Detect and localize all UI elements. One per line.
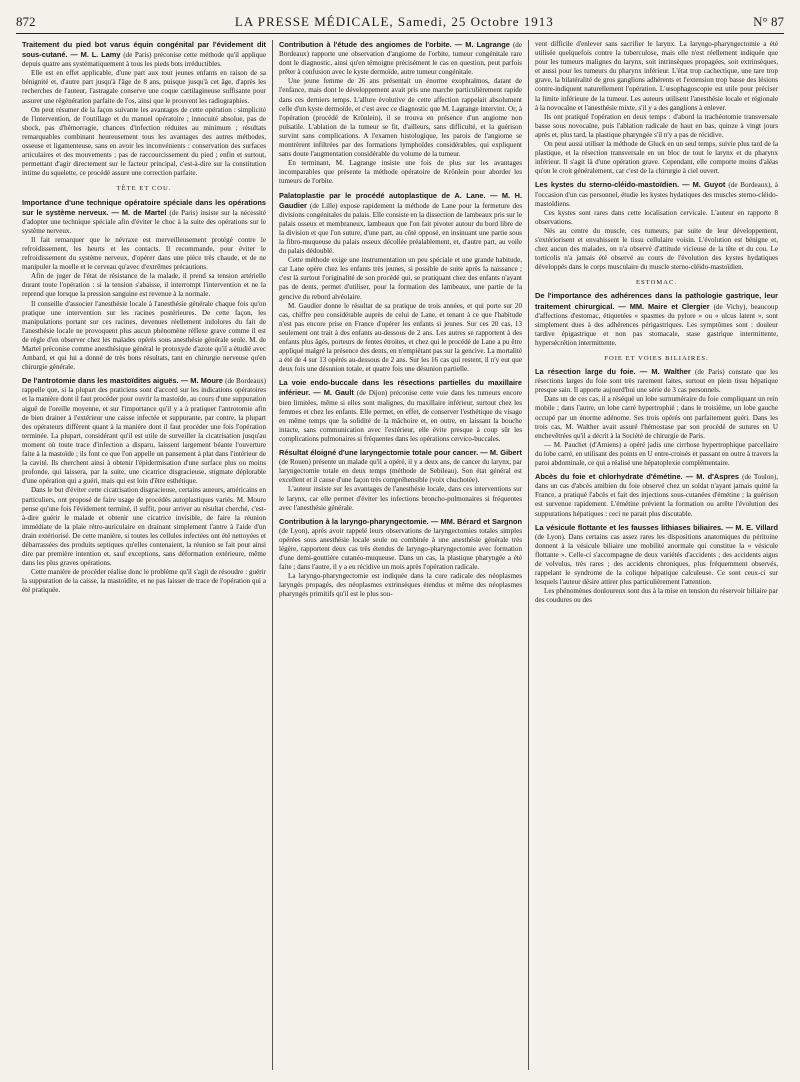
article-title: Abcès du foie et chlorhydrate d'émétine. — M. d'Aspres xyxy=(535,472,743,482)
issue-number: N° 87 xyxy=(753,14,784,29)
article-lead xyxy=(535,180,778,208)
article-paragraph: Les phénomènes douloureux sont dus à la mise en tension du réservoir biliaire par des coudures ou des xyxy=(535,587,778,605)
article-paragraph: On peut résumer de la façon suivante les avantages de cette opération : simplicité de l'intervention, de l'outillage et du manuel opératoire ; innocuité absolue, pas de shock, pas d'hémorragie, chances d'infection réduites au minimum ; résultats remarquables combinant heureusement tous les avantages des autres méthodes, osseuse et ligamenteuse, sans en avoir les inconvénients : conservation des surfaces articulaires et des mouvements ; pas de raccourcissement du pied ; enfin et surtout, permettant d'agir directement sur le facteur principal, c'est-à-dire sur la constitution intime du squelette, ce procédé assure une correction parfaite. xyxy=(22,105,266,178)
article-title: De l'antrotomie dans les mastoïdites aiguës. — M. Moure xyxy=(22,376,226,386)
article xyxy=(279,517,522,600)
article-title: Les kystes du sterno-cléido-mastoïdien. — M. Guyot xyxy=(535,180,729,190)
article-title: Importance d'une technique opératoire spéciale dans les opérations sur le système nerveux. — M. de Martel xyxy=(22,197,266,217)
article-title: Palatoplastie par le procédé autoplastique de A. Lane. — M. H. Gaudier xyxy=(279,190,522,210)
article xyxy=(535,472,778,518)
article-text: (de Toulon), dans un cas d'abcès amibien du foie observé chez un soldat n'ayant jamais quitté la France, a pratiqué l'abcès et fait des injections sous-cutanées d'émétine ; la guérison est survenue rapidement. L'émétine prévient la formation ou arrête l'évolution des suppurations hépatiques : ceci ne parait plus discutable. xyxy=(535,473,778,518)
article-lead xyxy=(279,40,522,77)
article-text: (de Bordeaux) rapporte une observation d'angiome de l'orbite, tumeur congénitale rare dont le diagnostic, ainsi qu'en témoigne précisément le cas en question, peut parfois prêter à confusion avec le kyste dermoïde, autre tumeur congénitale. xyxy=(279,41,522,77)
article-title: La vésicule flottante et les fausses lithiases biliaires. — M. E. Villard xyxy=(535,522,778,532)
article-lead xyxy=(535,291,778,348)
article-lead xyxy=(22,40,266,69)
article-lead xyxy=(279,517,522,573)
article xyxy=(535,291,778,348)
article xyxy=(279,448,522,513)
article-paragraph: Il conseille d'associer l'anesthésie locale à l'anesthésie générale chaque fois qu'on pratique une intervention sur les racines postérieures. De cette façon, les manipulations portant sur ces racines, devenues réellement indolores du fait de l'anesthésie locale ne provoquent plus aucun phénomène réflexe grave comme il est de règle d'en observer chez les malades opérés sous anesthésie générale seule. M. de Martel préconise comme anesthésique général le protoxyde d'azote qu'il a étudié avec Ambard, et qui lui a donné de très bons résultats, tant en chirurgie nerveuse qu'en chirurgie générale. xyxy=(22,299,266,372)
article-text: (de Rouen) présente un malade qu'il a opéré, il y a deux ans, de cancer du larynx, par laryngectomie totale en deux temps (méthode de Sebileau). Son état général est excellent et il cause d'une façon très compréhensible (voix chuchotée). xyxy=(279,458,522,485)
article xyxy=(22,198,266,373)
article-title: Traitement du pied bot varus équin congénital par l'évidement dit sous-cutané. — M. L. Lamy xyxy=(22,40,266,60)
article xyxy=(535,523,778,606)
page-number: 872 xyxy=(16,14,36,29)
article-lead xyxy=(279,378,522,444)
article-text: (de Vichy), beaucoup d'affections d'estomac, étiquetées « spasmes du pylore » ou « ulcus latent », sont simplement dues à des adhérences périgastriques. Les symptômes sont : douleur tardive épigastrique et non pas stomacale, stase gastrique intermittente, hypersécrétion intermittente. xyxy=(535,302,778,347)
article-paragraph: Dans le but d'éviter cette cicatrisation disgracieuse, certains auteurs, américains en particuliers, ont proposé de faire usage de procédés autoplastiques variés. M. Moure pense qu'une fois l'évidement terminé, il suffit, pour arriver au résultat cherché, c'est-à-dire guérir le malade et obtenir une cicatrice invisible, de faire la réunion immédiate de la plaie rétro-auriculaire en drainant simplement l'antre à l'aide d'un drain extériorisé. De cette manière, si toutes les cellules infectées ont été nettoyées et débarrassées des produits septiques qu'elles contenaient, la réunion se fait pour ainsi dire par première intention et, sauf exceptions, sans déformation extérieure, même dans les plus graves opérations. xyxy=(22,486,266,568)
article-text: (de Lille) expose rapidement la méthode de Lane pour la fermeture des divisions congénitales du palais. Elle consiste en la dissection de lambeaux pris sur le palais osseux et membraneux, lambeaux que l'on fait pivoter autour du bord libre de la division et que l'on suture, d'une part, au côté opposé, en insinuant une partie sous la fibro-muqueuse du palais osseux décollée préalablement, et, d'autre part, au voile du palais dédoublé. xyxy=(279,201,523,256)
article xyxy=(279,40,522,187)
page-header xyxy=(16,14,784,34)
article-text: (de Lyon). Dans certains cas assez rares les dispositions anatomiques du péritoine donnent à la vésicule biliaire une mobilité anormale qui constitue la « vésicule flottante ». Celle-ci s'accompagne de deux variétés d'accidents ; des accidents aigus de volvulus, très rares ; des accidents chroniques, plus fréquemment observés, rappelant le syndrome de la colique hépatique calculeuse. Ce sont ceux-ci sur lesquels l'auteur désire attirer plus particulièrement l'attention. xyxy=(535,532,778,587)
article-paragraph: Ces kystes sont rares dans cette localisation cervicale. L'auteur en rapporte 8 observations. xyxy=(535,208,778,226)
article-text: (de Bordeaux) rappelle que, si la plupart des praticiens sont d'accord sur les indications opératoires et la manière dont il faut procéder pour ouvrir la mastoïde, au cours d'une suppuration aiguë de l'oreille moyenne, et sur l'importance qu'il y a à pratiquer l'antrotomie afin de bien drainer à l'extérieur une caisse infectée et suppurante, par contre, la plupart des opérateurs diffèrent quant à la manière dont il faut procéder une fois l'opération terminée. La plupart, considérant qu'il est utile de surveiller la cicatrisation jusqu'au moment où toute trace d'infection a disparu, laissent largement béante l'ouverture faite à la mastoïde ; ils font ce que l'on appelle un pansement à plat dans l'intérieur de la cavité. Ils cherchent ainsi à obtenir l'épidermisation d'une surface plus ou moins profonde, qui laissera, par la suite, une cicatrice disgracieuse, stigmate déplorable d'une opération qui a guéri, mais qui est loin d'être esthétique. xyxy=(22,377,266,486)
article-paragraph: Ils ont pratiqué l'opération en deux temps : d'abord la trachéotomie transversale basse sous novocaïne, puis l'ablation radicale de haut en bas, quinze à vingt jours après et, plus tard, la plastique pharyngée s'il n'y a pas de récidive. xyxy=(535,112,778,139)
article-title: La résection large du foie. — M. Walther xyxy=(535,367,696,377)
article-paragraph: Elle est en effet applicable, d'une part aux tout jeunes enfants en raison de sa bénignité et, d'autre part jusqu'à l'âge de 8 ans, puisque jusqu'à cet âge, d'après les recherches de l'auteur, l'astragale conserve une coque cartilagineuse suffisante pour assurer une régénération parfaite de l'os, ainsi que le prouvent les radiographies. xyxy=(22,69,266,105)
article-paragraph: On peut aussi utiliser la méthode de Gluck en un seul temps, suivie plus tard de la plastique, et la résection transversale en un bloc de tout le larynx et du pharynx inférieur. Il s'agit là d'une opération grave. Cependant, elle comporte moins d'aléas qu'on le croit généralement, car c'est de la chirurgie à ciel ouvert. xyxy=(535,140,778,176)
article-paragraph: Dans un de ces cas, il a réséqué un lobe surnuméraire du foie compliquant un rein mobile ; dans l'autre, un lobe carré hypertrophié ; dans le troisième, un lobe gauche occupé par un énorme adénome. Ses trois opérés ont parfaitement guéri. Dans les trois cas, M. Walther avait assuré l'hémostase par son procédé de sutures en U enchevêtrées qu'il a décrit à la Société de chirurgie de Paris. xyxy=(535,395,778,440)
article-paragraph: Cette méthode exige une instrumentation un peu spéciale et une grande habitude, car Lane opère chez les enfants très jeunes, si possible de suite après la naissance ; c'est là surtout l'originalité de son procédé qui, se pratiquant chez des enfants n'ayant pas de dents, permet d'utiliser, pour la formation des lambeaux, une partie de la gencive du rebord alvéolaire. xyxy=(279,256,522,301)
article-text: (de Lyon), après avoir rappelé leurs observations de laryngectomies totales simples opérées sous anesthésie locale seule ou combinée à une anesthésie générale très légère, rapportent deux cas très étendus de laryngo-pharyngectomie avec formation d'une demi-gouttière cutanéo-muqueuse. Dans un cas, la plastique pharyngée a été faite ; dans l'autre, il y a eu récidive un mois après l'opération radicale. xyxy=(279,526,522,572)
article-paragraph: L'auteur insiste sur les avantages de l'anesthésie locale, dans ces interventions sur le larynx, car elle permet d'éviter les infections broncho-pulmonaires si fréquentes avec l'anesthésie générale. xyxy=(279,485,522,512)
publication-title: LA PRESSE MÉDICALE, Samedi, 25 Octobre 1913 xyxy=(234,14,554,29)
article-paragraph: Nés au centre du muscle, ces tumeurs, par suite de leur développement, s'extériorisent et envahissent le tissu cellulaire voisin. L'évolution est bénigne et, chez aucun des malades, on n'a observé d'attitude vicieuse de la tête et du cou. Le torticolis n'a jamais été observé au cours de l'évolution des kystes hydatiques développés dans le corps musculaire du muscle sterno-cléido-mastoïdien. xyxy=(535,226,778,272)
article xyxy=(535,180,778,272)
article-lead xyxy=(22,376,266,486)
article xyxy=(279,378,522,444)
article-paragraph: Une jeune femme de 26 ans présentait un énorme exophtalmos, datant de l'enfance, mais dont le développement avait pris une marche particulièrement rapide dans ces derniers temps. L'allure évolutive de cette affection rappelait absolument celle d'un kyste dermoïde, et c'est avec ce diagnostic que M. Lagrange intervint. Or, à l'opération (procédé de Krönlein), il se trouva en présence d'un angiome non pulsatile. L'ablation de la tumeur se fit, d'ailleurs, sans difficulté, et la guérison survint sans complications. A l'examen histologique, les parois de l'angiome se montrèrent infiltrées par des formations lymphoïdes considérables, qui expliquent sans doute l'augmentation considérable du volume de la tumeur. xyxy=(279,77,522,159)
article-paragraph: La laryngo-pharyngectomie est indiquée dans la cure radicale des néoplasmes laryngés propagés, des néoplasmes extrinsèques étendus et même des néoplasmes pharyngés primitifs qu'il est le plus sou- xyxy=(279,572,522,599)
article-lead xyxy=(22,198,266,236)
article xyxy=(535,367,778,468)
article-text: (de Paris) constate que les résections larges du foie sont très rarement faites, surtout en plein tissu hépatique presque sain. Il apporte aujourd'hui une série de 3 cas personnels. xyxy=(535,368,778,395)
article xyxy=(279,191,522,375)
article-lead xyxy=(279,191,522,257)
article-text: (de Paris) préconise cette méthode qu'il applique depuis quatre ans systématiquement à tous les pieds bots irréductibles. xyxy=(22,51,267,69)
article-paragraph: vent difficile d'enlever sans sacrifier le larynx. La laryngo-pharyngectomie a été utilisée quelquefois contre la tuberculose, mais elle n'est réellement indiquée que pour les tumeurs malignes du larynx, soit intrinsèques propagées, soit extrinsèques, et aussi pour les tumeurs du pharynx inférieur. L'état trop cachectique, une tare trop grave, la bilatéralité de gros ganglions adhérents et l'extension trop basse des lésions contre-indiquent naturellement l'opération. L'œsophagoscopie est utile pour préciser la limite inférieure de la tumeur. Les auteurs utilisent l'anesthésie locale et régionale à la novocaïne et l'anesthésie mixte, s'il y a des ganglions à enlever. xyxy=(535,40,778,112)
article-title: De l'importance des adhérences dans la pathologie gastrique, leur traitement chirurgical. — MM. Maire et Clergier xyxy=(535,291,778,311)
section-heading: TÊTE ET COU. xyxy=(116,185,172,193)
article xyxy=(22,40,266,178)
article-paragraph: En terminant, M. Lagrange insiste une fois de plus sur les avantages incomparables que présente la méthode opératoire de Krönlein pour aborder les tumeurs de l'orbite. xyxy=(279,159,522,186)
article-text: (de Paris) insiste sur la nécessité d'adopter une technique spéciale afin d'éviter le choc à la suite des opérations sur le système nerveux. xyxy=(22,208,266,235)
article-text: (de Dijon) préconise cette voie dans les tumeurs encore bien limitées, même si elles sont malignes, du maxillaire inférieur, surtout chez les femmes et chez les enfants. Elle permet, en effet, de conserver l'esthétique du visage en même temps que la solidité de la mâchoire et, en outre, en laissant la bouche intacte, sans communication avec l'extérieur, elle évite presque à coup sûr les complications pulmonaires si fréquentes dans les opérations cervico-buccales. xyxy=(279,389,523,443)
article xyxy=(22,376,266,595)
article-paragraph: — M. Pauchet (d'Amiens) a opéré jadis une cirrhose hypertrophique parcellaire du lobe carré, en utilisant des points en U entre-croisés et passant en outre à travers la paroi abdominale, ce qui a réalisé une hépatoplexie complémentaire. xyxy=(535,440,778,468)
article-paragraph: Il fait remarquer que le névraxe est merveilleusement protégé contre le refroidissement, les heurts et les contacts. Il recommande, pour éviter le refroidissement du système nerveux, d'opérer dans une pièce très chaude, et de ne manipuler la moelle et le cerveau qu'avec d'extrêmes précautions. xyxy=(22,235,266,272)
article-title: La voie endo-buccale dans les résections partielles du maxillaire inférieur. — M. Gault xyxy=(279,378,522,398)
article-paragraph: M. Gaudier donne le résultat de sa pratique de trois années, et qui porte sur 20 cas, chiffre peu considérable auprès de celui de Lane, et tenant à ce que l'habitude n'est pas encore prise en France d'opérer les enfants si jeunes. Sur ces 20 cas, 13 seulement ont trait à des enfants au-dessous de 2 ans. Les autres se rapportent à des enfants plus âgés, porteurs de fentes étroites, et chez qui le procédé de Lane a pu être appliqué malgré la présence des dents, en n'empiétant pas sur la gencive. La mortalité a été de 4 sur 13 opérés au-dessous de 2 ans. Sur les 16 cas qui restent, il n'y eut que deux fois une désunion totale, et quatre fois une désunion partielle. xyxy=(279,301,522,374)
article-lead xyxy=(535,367,778,395)
article-title: Résultat éloigné d'une laryngectomie totale pour cancer. — M. Gibert xyxy=(279,448,522,458)
article-title: Contribution à la laryngo-pharyngectomie. — MM. Bérard et Sargnon xyxy=(279,516,522,526)
columns xyxy=(16,40,784,1070)
section-heading: ESTOMAC. xyxy=(635,279,678,287)
article-continuation xyxy=(535,40,778,176)
article-lead xyxy=(279,448,522,485)
article-text: (de Bordeaux), à l'occasion d'un cas personnel, étudie les kystes hydatiques des muscles sterno-cléido-mastoïdiens. xyxy=(535,181,778,208)
article-paragraph: Cette manière de procéder réalise donc le problème qu'il s'agit de résoudre : guérir la suppuration de la caisse, la mastoïdite, et ne pas laisser de trace de l'opération qui a été pratiquée. xyxy=(22,568,266,595)
section-heading: FOIE ET VOIES BILIAIRES. xyxy=(604,355,709,362)
column-3 xyxy=(528,40,784,1070)
article-lead xyxy=(535,472,778,518)
column-1 xyxy=(16,40,272,1070)
article-title: Contribution à l'étude des angiomes de l'orbite. — M. Lagrange xyxy=(279,40,513,49)
article-paragraph: Afin de juger de l'état de résistance de la malade, il prend sa tension artérielle durant toute l'opération : si la tension s'abaisse, il interrompt l'intervention et ne la reprend que lorsque la pression sanguine est revenue à la normale. xyxy=(22,272,266,299)
article-lead xyxy=(535,523,778,588)
column-2 xyxy=(272,40,528,1070)
